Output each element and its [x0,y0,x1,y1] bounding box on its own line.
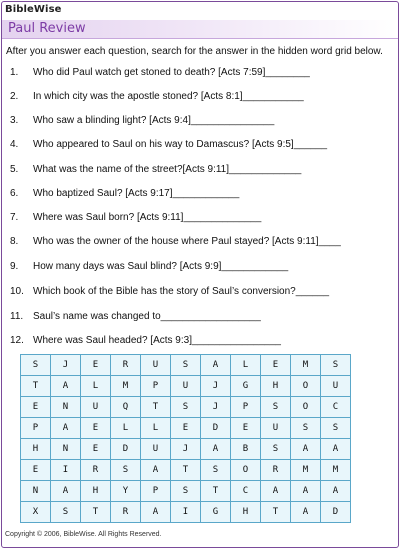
question-11 [0,311,400,325]
question-text: Saul’s name was changed to__________________ [33,311,261,322]
grid-letter-cell[interactable]: S [171,397,201,418]
grid-letter-cell[interactable]: O [291,376,321,397]
grid-letter-cell[interactable]: C [231,481,261,502]
grid-row [21,397,351,418]
grid-letter-cell[interactable]: E [21,397,51,418]
grid-letter-cell[interactable]: A [321,481,351,502]
grid-letter-cell[interactable]: S [201,460,231,481]
grid-letter-cell[interactable]: H [21,439,51,460]
word-search-grid [20,354,351,523]
grid-letter-cell[interactable]: P [21,418,51,439]
grid-letter-cell[interactable]: H [81,481,111,502]
question-3 [0,115,400,129]
grid-letter-cell[interactable]: D [321,502,351,523]
grid-letter-cell[interactable]: S [261,397,291,418]
question-text: Who was the owner of the house where Paul stayed? [Acts 9:11]____ [33,236,341,247]
grid-letter-cell[interactable]: S [321,355,351,376]
question-number: 6. [10,188,19,199]
question-text: Who baptized Saul? [Acts 9:17]____________ [33,188,240,199]
grid-row [21,439,351,460]
grid-letter-cell[interactable]: A [51,481,81,502]
grid-row [21,481,351,502]
grid-letter-cell[interactable]: A [321,439,351,460]
grid-letter-cell[interactable]: E [21,460,51,481]
grid-letter-cell[interactable]: E [81,355,111,376]
grid-letter-cell[interactable]: X [21,502,51,523]
question-text: In which city was the apostle stoned? [Acts 8:1]___________ [33,91,304,102]
grid-letter-cell[interactable]: A [201,439,231,460]
brand-logo: BibleWise [5,4,62,15]
grid-letter-cell[interactable]: Y [111,481,141,502]
grid-letter-cell[interactable]: S [261,439,291,460]
question-text: Who did Paul watch get stoned to death? [Acts 7:59]________ [33,67,310,78]
question-number: 8. [10,236,19,247]
question-10 [0,286,400,300]
grid-letter-cell[interactable]: G [201,502,231,523]
question-text: What was the name of the street?[Acts 9:11]_____________ [33,164,302,175]
question-number: 3. [10,115,19,126]
grid-letter-cell[interactable]: A [201,355,231,376]
grid-letter-cell[interactable]: L [81,376,111,397]
question-text: Where was Saul headed? [Acts 9:3]________________ [33,335,281,346]
grid-letter-cell[interactable]: T [201,481,231,502]
question-text: Where was Saul born? [Acts 9:11]______________ [33,212,262,223]
grid-letter-cell[interactable]: R [81,460,111,481]
grid-letter-cell[interactable]: I [171,502,201,523]
grid-letter-cell[interactable]: S [21,355,51,376]
grid-letter-cell[interactable]: M [291,355,321,376]
grid-letter-cell[interactable]: J [171,439,201,460]
grid-letter-cell[interactable]: C [321,397,351,418]
grid-letter-cell[interactable]: R [111,355,141,376]
grid-letter-cell[interactable]: S [171,481,201,502]
question-number: 10. [10,286,24,297]
grid-row [21,418,351,439]
page-title: Paul Review [8,21,86,36]
question-8 [0,236,400,250]
question-text: Who appeared to Saul on his way to Damascus? [Acts 9:5]______ [33,139,328,150]
grid-letter-cell[interactable]: H [231,502,261,523]
grid-letter-cell[interactable]: A [261,481,291,502]
question-number: 11. [10,311,24,322]
grid-letter-cell[interactable]: E [261,355,291,376]
grid-letter-cell[interactable]: N [51,397,81,418]
grid-letter-cell[interactable]: D [201,418,231,439]
grid-letter-cell[interactable]: R [261,460,291,481]
question-7 [0,212,400,226]
grid-letter-cell[interactable]: S [291,418,321,439]
grid-letter-cell[interactable]: E [231,418,261,439]
copyright-notice: Copyright © 2006, BibleWise. All Rights Reserved. [5,531,162,538]
question-text: Which book of the Bible has the story of Saul’s conversion?______ [33,286,330,297]
grid-letter-cell[interactable]: U [81,397,111,418]
grid-letter-cell[interactable]: I [51,460,81,481]
grid-letter-cell[interactable]: G [231,376,261,397]
grid-letter-cell[interactable]: S [321,418,351,439]
question-4 [0,139,400,153]
grid-letter-cell[interactable]: T [141,397,171,418]
question-2 [0,91,400,105]
question-number: 1. [10,67,19,78]
grid-letter-cell[interactable]: H [261,376,291,397]
grid-letter-cell[interactable]: L [111,418,141,439]
question-number: 12. [10,335,24,346]
grid-letter-cell[interactable]: A [291,439,321,460]
question-5 [0,164,400,178]
grid-letter-cell[interactable]: U [321,376,351,397]
grid-letter-cell[interactable]: P [141,481,171,502]
grid-letter-cell[interactable]: E [171,418,201,439]
grid-letter-cell[interactable]: T [81,502,111,523]
grid-row [21,355,351,376]
grid-letter-cell[interactable]: B [231,439,261,460]
question-number: 2. [10,91,19,102]
grid-letter-cell[interactable]: P [141,376,171,397]
grid-letter-cell[interactable]: A [291,502,321,523]
grid-letter-cell[interactable]: P [231,397,261,418]
grid-letter-cell[interactable]: M [111,376,141,397]
question-number: 7. [10,212,19,223]
grid-letter-cell[interactable]: S [51,502,81,523]
grid-letter-cell[interactable]: M [291,460,321,481]
question-number: 5. [10,164,19,175]
grid-letter-cell[interactable]: J [201,376,231,397]
grid-letter-cell[interactable]: J [201,397,231,418]
grid-letter-cell[interactable]: M [321,460,351,481]
grid-letter-cell[interactable]: R [111,502,141,523]
grid-letter-cell[interactable]: A [141,460,171,481]
grid-letter-cell[interactable]: T [21,376,51,397]
grid-row [21,376,351,397]
grid-letter-cell[interactable]: A [51,376,81,397]
grid-letter-cell[interactable]: Q [111,397,141,418]
question-text: Who saw a blinding light? [Acts 9:4]_______________ [33,115,275,126]
grid-letter-cell[interactable]: E [81,418,111,439]
grid-letter-cell[interactable]: E [81,439,111,460]
grid-letter-cell[interactable]: A [51,418,81,439]
grid-letter-cell[interactable]: S [111,460,141,481]
grid-letter-cell[interactable]: U [141,439,171,460]
grid-letter-cell[interactable]: U [141,355,171,376]
grid-letter-cell[interactable]: N [51,439,81,460]
grid-letter-cell[interactable]: S [171,355,201,376]
grid-letter-cell[interactable]: A [291,481,321,502]
grid-letter-cell[interactable]: O [231,460,261,481]
grid-letter-cell[interactable]: J [51,355,81,376]
grid-letter-cell[interactable]: L [231,355,261,376]
grid-letter-cell[interactable]: D [111,439,141,460]
grid-row [21,460,351,481]
grid-letter-cell[interactable]: T [261,502,291,523]
instructions: After you answer each question, search for the answer in the hidden word grid below. [6,46,383,57]
question-number: 4. [10,139,19,150]
grid-letter-cell[interactable]: U [261,418,291,439]
question-9 [0,261,400,275]
question-12 [0,335,400,349]
grid-letter-cell[interactable]: L [141,418,171,439]
grid-letter-cell[interactable]: N [21,481,51,502]
grid-letter-cell[interactable]: T [171,460,201,481]
grid-letter-cell[interactable]: A [141,502,171,523]
grid-letter-cell[interactable]: U [171,376,201,397]
grid-letter-cell[interactable]: O [291,397,321,418]
question-text: How many days was Saul blind? [Acts 9:9]____________ [33,261,289,272]
question-number: 9. [10,261,19,272]
question-6 [0,188,400,202]
question-1 [0,67,400,81]
grid-row [21,502,351,523]
